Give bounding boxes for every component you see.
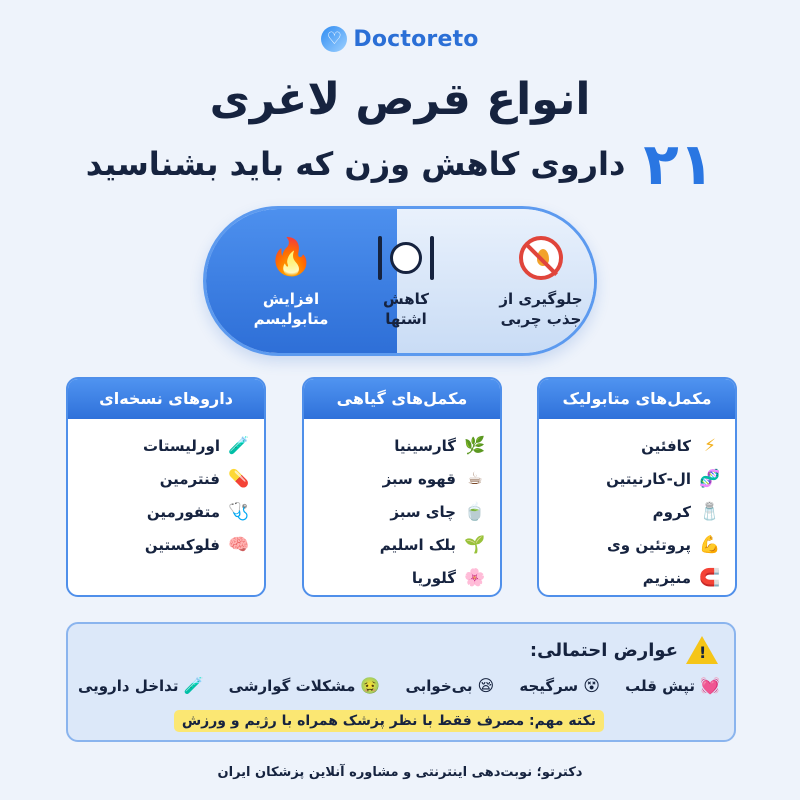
side-effects-panel [66, 622, 736, 742]
metabolic-supplements-card [537, 377, 737, 597]
side-effect-item: 😵 سرگیجه [519, 676, 600, 695]
list-item: ⚡ کافئین [549, 429, 721, 462]
list-item: 🧬 ال-کارنیتین [606, 468, 721, 489]
subtitle-number: ۲۱ [643, 130, 715, 198]
lightning-icon: ⚡ [704, 435, 716, 456]
prescription-card-title: داروهای نسخه‌ای [68, 379, 264, 419]
pill-item-metabolism [236, 233, 346, 329]
no-fat-icon [519, 236, 563, 280]
magnet-icon: 🧲 [699, 567, 721, 588]
list-item: 💊 فنترمین [159, 468, 250, 489]
list-item: 🧪 اورلیستات [143, 435, 250, 456]
fire-icon: 🔥 [268, 237, 314, 278]
warning-icon: ! [686, 636, 718, 664]
prescription-drugs-card [66, 377, 266, 597]
side-effects-title: عوارض احتمالی: [529, 639, 678, 661]
sprout-icon: 🌱 [464, 534, 486, 555]
dizzy-face-icon: 😵 [583, 676, 600, 695]
pill-label-appetite-line1: کاهش [383, 290, 429, 308]
footer-text: دکترتو؛ نوبت‌دهی اینترنتی و مشاوره آنلاین پزشکان ایران [217, 765, 583, 780]
pill-label-fat-line2: جذب چربی [500, 310, 582, 328]
pill-item-fat-block [486, 233, 596, 329]
nauseated-face-icon: 🤢 [360, 676, 381, 695]
muscle-icon: 💪 [699, 534, 721, 555]
pill-label-metab-line1: افزایش [262, 290, 320, 308]
list-item: 🩺 متفورمین [146, 501, 250, 522]
leaf-icon: 🌿 [464, 435, 486, 456]
page-title: انواع قرص لاغری [209, 74, 591, 125]
pill-label-appetite-line2: اشتها [385, 310, 427, 328]
brand-logo [0, 26, 800, 52]
list-item: 🍵 چای سبز [390, 501, 486, 522]
dna-icon: 🧬 [699, 468, 721, 489]
sleepy-face-icon: 😪 [477, 676, 495, 695]
list-item: ☕ قهوه سبز [314, 462, 486, 495]
pill-label-fat-line1: جلوگیری از [499, 290, 583, 308]
list-item: 🌿 گارسینیا [394, 435, 486, 456]
list-item: 🧠 فلوکستین [144, 534, 250, 555]
flower-icon: 🌸 [464, 567, 486, 588]
brand-name: Doctoreto [353, 26, 479, 52]
side-effect-item: 💓 تپش قلب [625, 676, 720, 695]
capsule-icon: 💊 [228, 468, 250, 489]
side-effects-list [78, 676, 720, 695]
list-item: 🧂 کروم [652, 501, 721, 522]
pill-label-metab-line2: متابولیسم [253, 310, 329, 328]
side-effect-item: 😪 بی‌خوابی [405, 676, 495, 695]
stethoscope-icon: 🩺 [228, 501, 250, 522]
coffee-icon: ☕ [467, 468, 483, 489]
heartbeat-icon: 💓 [700, 676, 720, 695]
metabolic-card-title: مکمل‌های متابولیک [539, 379, 735, 419]
brain-icon: 🧠 [228, 534, 250, 555]
pill-item-appetite [351, 233, 461, 329]
side-effect-item: 🤢 مشکلات گوارشی [228, 676, 381, 695]
list-item: 🌱 بلک اسلیم [379, 534, 486, 555]
important-note: نکته مهم: مصرف فقط با نظر پزشک همراه با رژیم و ورزش [174, 710, 604, 732]
herbal-card-title: مکمل‌های گیاهی [304, 379, 500, 419]
side-effects-header [530, 636, 718, 664]
herbal-supplements-card [302, 377, 502, 597]
plate-icon [376, 236, 436, 280]
subtitle-text: داروی کاهش وزن که باید بشناسید [85, 145, 626, 183]
list-item: 🧲 منیزیم [642, 567, 721, 588]
tea-cup-icon: 🍵 [464, 501, 486, 522]
page-subtitle [0, 130, 800, 198]
list-item: 💪 پروتئین وی [607, 534, 721, 555]
test-tube-icon: 🧪 [183, 676, 204, 695]
capsule-graphic [203, 206, 597, 356]
salt-shaker-icon: 🧂 [699, 501, 721, 522]
list-item: 🌸 گلوریا [411, 567, 486, 588]
stethoscope-icon: ♡ [321, 26, 347, 52]
test-tube-icon: 🧪 [228, 435, 250, 456]
side-effect-item: 🧪 تداخل دارویی [78, 676, 204, 695]
